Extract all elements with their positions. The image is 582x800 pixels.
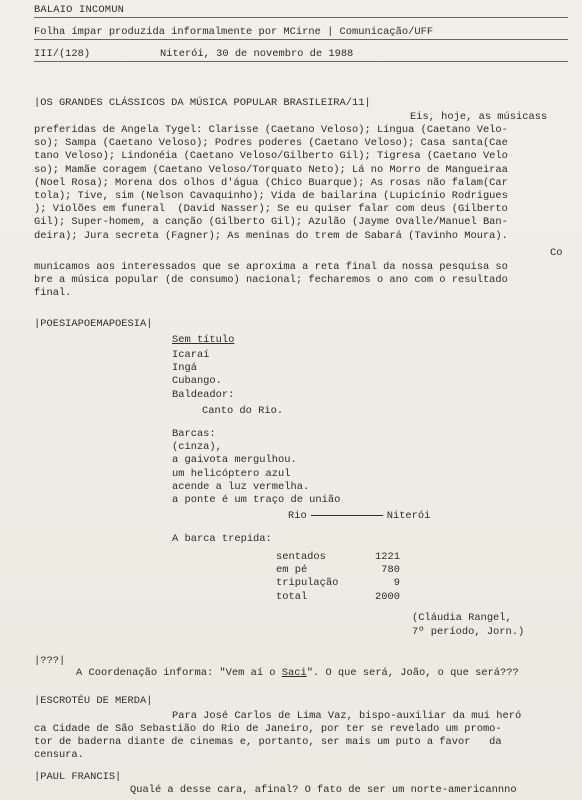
table-row bbox=[276, 551, 400, 564]
poem-line: (cinza), bbox=[172, 441, 222, 454]
table-value: 1221 bbox=[375, 551, 400, 563]
newsletter-title: BALAIO INCOMUN bbox=[34, 4, 125, 16]
poem-line: acende a luz vermelha. bbox=[172, 480, 310, 493]
notice-prefix: A Coordenação informa: "Vem aí o bbox=[76, 667, 282, 679]
table-value: 2000 bbox=[375, 590, 400, 603]
classicos-co: Co bbox=[550, 247, 563, 259]
table-value: 780 bbox=[381, 564, 400, 577]
poem-line: Icaraí bbox=[172, 349, 210, 361]
table-value: 9 bbox=[393, 577, 400, 590]
escroteu-first-line: Para José Carlos de Lima Vaz, bispo-auxiliar da mui heró bbox=[172, 710, 522, 722]
table-row bbox=[276, 564, 400, 577]
table-label: sentados bbox=[276, 551, 326, 563]
poem-line: Ingá bbox=[172, 362, 197, 375]
passenger-table bbox=[276, 551, 400, 604]
issue-date: Niterói, 30 de novembro de 1988 bbox=[160, 48, 354, 60]
text-line: final. bbox=[34, 287, 72, 300]
header-rule-2 bbox=[34, 39, 568, 40]
poem-barca: A barca trepida: bbox=[172, 533, 272, 545]
bridge-rule bbox=[311, 515, 383, 516]
table-row bbox=[276, 577, 400, 590]
paul-text: Qualé a desse cara, afinal? O fato de ser um norte-americannno bbox=[130, 784, 517, 796]
newsletter-subtitle: Folha ímpar produzida informalmente por MCirne | Comunicação/UFF bbox=[34, 26, 434, 38]
classicos-body bbox=[34, 124, 572, 243]
bridge-left-label: Rio bbox=[288, 510, 307, 522]
poem-line: Barcas: bbox=[172, 428, 216, 440]
text-line: Gil); Super-homem, a canção (Gilberto Gil); Azulão (Jayme Ovalle/Manuel Ban- bbox=[34, 216, 508, 229]
coordenacao-notice bbox=[76, 667, 519, 680]
escroteu-body bbox=[34, 723, 572, 763]
poem-line: Baldeador: bbox=[172, 388, 235, 401]
poem-line: Cubango. bbox=[172, 375, 222, 388]
text-line: ca Cidade de São Sebastião do Rio de Janeiro, por ter se revelado um promo- bbox=[34, 723, 502, 735]
text-line: bre a música popular (de consumo) nacional; fecharemos o ano com o resultado bbox=[34, 274, 508, 287]
text-line: so); Sampa (Caetano Veloso); Podres poderes (Caetano Veloso); Casa santa(Cae bbox=[34, 137, 508, 150]
text-line: tano Veloso); Lindonéia (Caetano Veloso/Gilberto Gil); Tigresa (Caetano Velo bbox=[34, 150, 508, 163]
section-heading-poesia: |POESIAPOEMAPOESIA| bbox=[34, 318, 153, 330]
poem-stanza-1 bbox=[172, 349, 472, 402]
poem-stanza-2 bbox=[172, 428, 472, 507]
poem-author: (Cláudia Rangel, bbox=[412, 612, 512, 624]
section-heading-paul: |PAUL FRANCIS| bbox=[34, 771, 122, 783]
header-rule-3 bbox=[34, 61, 568, 62]
table-label: em pé bbox=[276, 564, 308, 577]
text-line: (Noel Rosa); Morena dos olhos d'água (Chico Buarque); As rosas não falam(Car bbox=[34, 176, 508, 189]
poem-line: a gaivota mergulhou. bbox=[172, 454, 297, 467]
text-line: so); Mamãe coragem (Caetano Veloso/Torquato Neto); Lá no Morro de Mangueiraa bbox=[34, 163, 508, 176]
text-line: preferidas de Angela Tygel: Clarisse (Caetano Veloso); Língua (Caetano Velo- bbox=[34, 124, 508, 136]
poem-bridge-line bbox=[288, 510, 430, 523]
section-heading-qqq: |???| bbox=[34, 655, 66, 667]
poem-canto: Canto do Rio. bbox=[202, 405, 284, 417]
bridge-right-label: Niterói bbox=[386, 510, 431, 522]
poem-line: a ponte é um traço de união bbox=[172, 493, 341, 506]
poem-author-info: 7º período, Jorn.) bbox=[412, 626, 525, 638]
table-label: tripulação bbox=[276, 577, 339, 590]
text-line: ); Violões em funeral (David Nasser); Se eu quiser falar com deus (Gilberto bbox=[34, 203, 508, 216]
section-heading-classicos: |OS GRANDES CLÁSSICOS DA MÚSICA POPULAR BRASILEIRA/11| bbox=[34, 97, 371, 109]
table-row bbox=[276, 591, 400, 604]
text-line: deira); Jura secreta (Fagner); As meninas do trem de Sabará (Tavinho Moura). bbox=[34, 229, 508, 242]
text-line: tor de baderna diante de cinemas e, portanto, ser mais um puto a favor da bbox=[34, 736, 502, 749]
section-heading-escroteu: |ESCROTÉU DE MERDA| bbox=[34, 695, 153, 707]
poem-title: Sem título bbox=[172, 334, 235, 346]
issue-number: III/(128) bbox=[34, 48, 91, 60]
notice-suffix: ". O que será, João, o que será??? bbox=[306, 667, 519, 679]
classicos-closing bbox=[34, 261, 572, 301]
text-line: censura. bbox=[34, 749, 84, 762]
poem-line: um helicóptero azul bbox=[172, 467, 291, 480]
text-line: tola); Tive, sim (Nelson Cavaquinho); Vida de bailarina (Lupicínio Rodrigues bbox=[34, 189, 508, 202]
table-label: total bbox=[276, 590, 308, 603]
text-line: municamos aos interessados que se aproxima a reta final da nossa pesquisa so bbox=[34, 261, 508, 273]
notice-saci: Saci bbox=[281, 667, 307, 679]
header-rule-1 bbox=[34, 17, 568, 18]
classicos-intro: Eis, hoje, as músicass bbox=[410, 111, 548, 123]
